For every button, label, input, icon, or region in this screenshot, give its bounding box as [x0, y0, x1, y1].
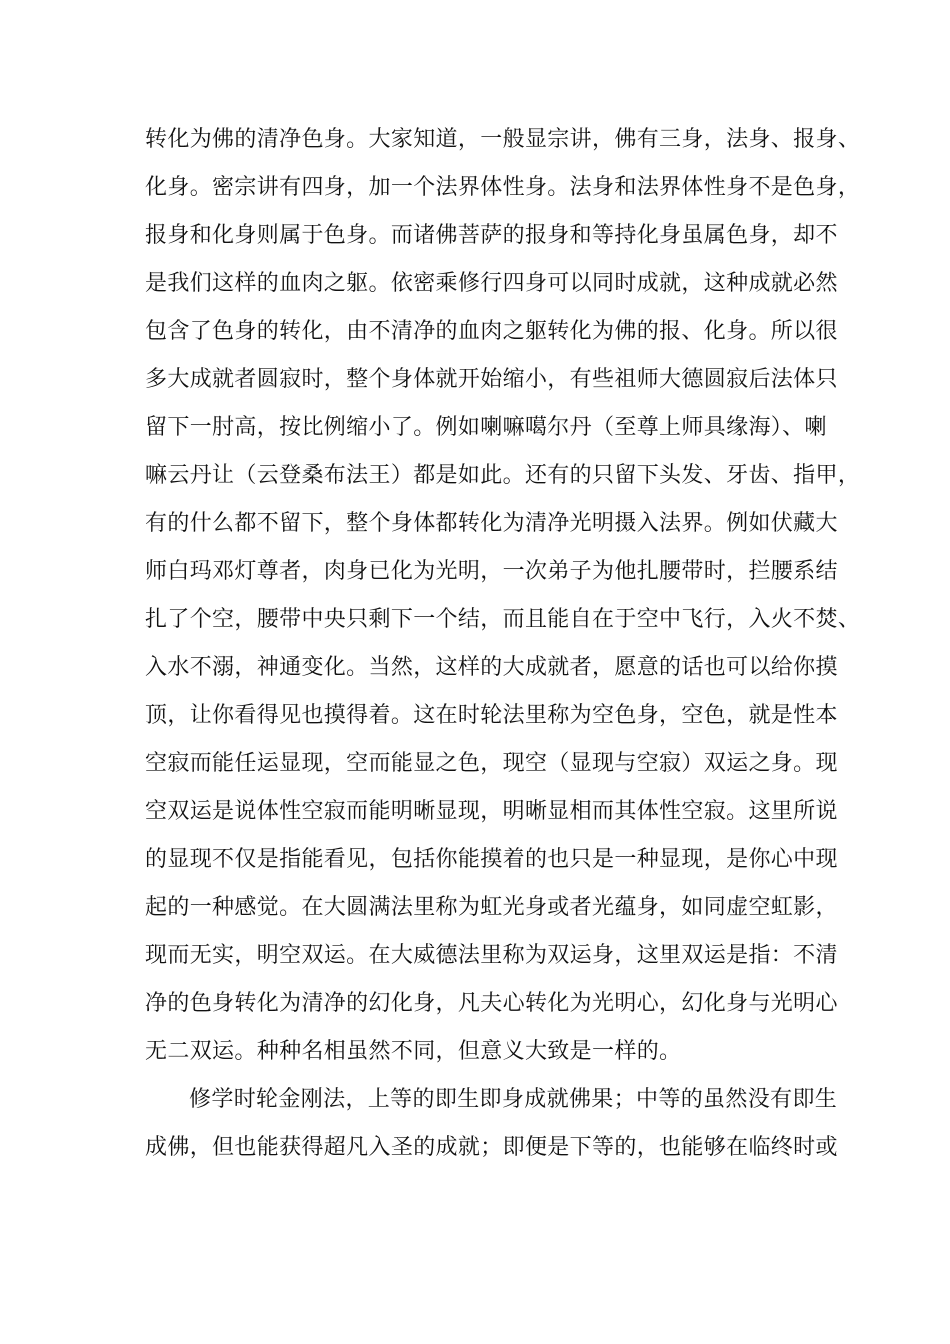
text-line: 留下一肘高，按比例缩小了。例如喇嘛噶尔丹（至尊上师具缘海）、喇: [145, 415, 827, 440]
text-line: 嘛云丹让（云登桑布法王）都是如此。还有的只留下头发、牙齿、指甲，: [145, 463, 861, 488]
text-line: 有的什么都不留下，整个身体都转化为清净光明摄入法界。例如伏藏大: [145, 511, 838, 536]
text-line: 修学时轮金刚法，上等的即生即身成就佛果；中等的虽然没有即生: [189, 1087, 838, 1112]
text-line: 无二双运。种种名相虽然不同，但意义大致是一样的。: [145, 1039, 682, 1064]
text-line: 多大成就者圆寂时，整个身体就开始缩小，有些祖师大德圆寂后法体只: [145, 367, 838, 392]
text-line: 空寂而能任运显现，空而能显之色，现空（显现与空寂）双运之身。现: [145, 751, 838, 776]
text-line: 成佛，但也能获得超凡入圣的成就；即便是下等的，也能够在临终时或: [145, 1135, 838, 1160]
paragraph-2: [145, 1076, 838, 1172]
text-line: 师白玛邓灯尊者，肉身已化为光明，一次弟子为他扎腰带时，拦腰系结: [145, 559, 838, 584]
body-text: [145, 116, 861, 1172]
text-line: 入水不溺，神通变化。当然，这样的大成就者，愿意的话也可以给你摸: [145, 655, 838, 680]
text-line: 是我们这样的血肉之躯。依密乘修行四身可以同时成就，这种成就必然: [145, 271, 838, 296]
text-line: 顶，让你看得见也摸得着。这在时轮法里称为空色身，空色，就是性本: [145, 703, 838, 728]
text-line: 化身。密宗讲有四身，加一个法界体性身。法身和法界体性身不是色身，: [145, 175, 861, 200]
text-line: 包含了色身的转化，由不清净的血肉之躯转化为佛的报、化身。所以很: [145, 319, 838, 344]
text-line: 转化为佛的清净色身。大家知道，一般显宗讲，佛有三身，法身、报身、: [145, 127, 861, 152]
paragraph-1: [145, 116, 861, 1076]
text-line: 报身和化身则属于色身。而诸佛菩萨的报身和等持化身虽属色身，却不: [145, 223, 838, 248]
text-line: 的显现不仅是指能看见，包括你能摸着的也只是一种显现，是你心中现: [145, 847, 838, 872]
text-line: 空双运是说体性空寂而能明晰显现，明晰显相而其体性空寂。这里所说: [145, 799, 838, 824]
text-line: 净的色身转化为清净的幻化身，凡夫心转化为光明心，幻化身与光明心: [145, 991, 838, 1016]
text-line: 起的一种感觉。在大圆满法里称为虹光身或者光蕴身，如同虚空虹影，: [145, 895, 838, 920]
text-line: 现而无实，明空双运。在大威德法里称为双运身，这里双运是指：不清: [145, 943, 838, 968]
text-line: 扎了个空，腰带中央只剩下一个结，而且能自在于空中飞行，入火不焚、: [145, 607, 861, 632]
